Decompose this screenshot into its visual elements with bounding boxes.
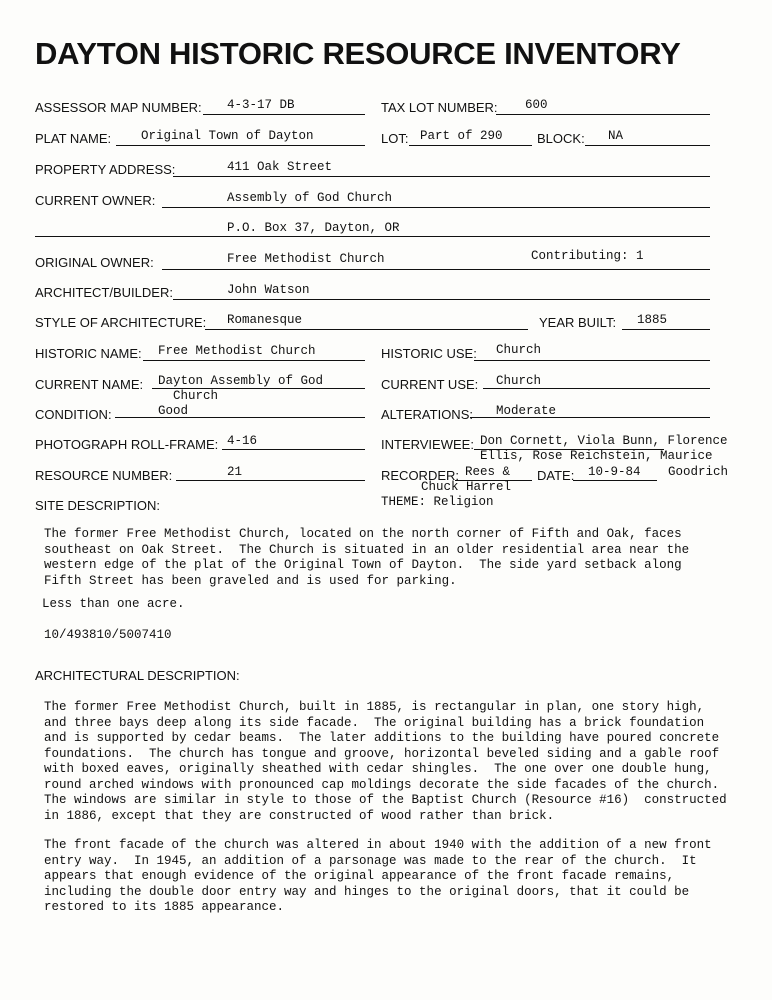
original-owner-label: ORIGINAL OWNER: — [35, 255, 154, 270]
resource-number-line — [176, 480, 365, 481]
theme-value: THEME: Religion — [381, 495, 494, 509]
condition-label: CONDITION: — [35, 407, 112, 422]
architect-builder-value: John Watson — [227, 283, 310, 297]
form-title: DAYTON HISTORIC RESOURCE INVENTORY — [35, 36, 681, 71]
photo-roll-label: PHOTOGRAPH ROLL-FRAME: — [35, 437, 219, 452]
year-built-value: 1885 — [637, 313, 668, 327]
historic-name-value: Free Methodist Church — [158, 344, 316, 358]
photo-roll-line — [222, 449, 365, 450]
architect-builder-line — [173, 299, 710, 300]
date-line — [573, 480, 657, 481]
recorder-value-2: Chuck Harrel — [421, 480, 512, 494]
current-use-label: CURRENT USE: — [381, 377, 479, 392]
site-utm: 10/493810/5007410 — [44, 628, 172, 642]
current-owner-label: CURRENT OWNER: — [35, 193, 156, 208]
site-description-paragraph: The former Free Methodist Church, located on the north corner of Fifth and Oak, faces southeast on Oak Street. The Church is situated in an older residential area near the western edge of the plat of the Original Town of Dayton. The side yard setback along Fifth Street has been graveled and is used for parking. — [44, 527, 690, 588]
alterations-label: ALTERATIONS: — [381, 407, 473, 422]
style-line — [205, 329, 528, 330]
tax-lot-label: TAX LOT NUMBER: — [381, 100, 498, 115]
site-acreage: Less than one acre. — [42, 597, 185, 611]
current-use-line — [483, 388, 710, 389]
current-owner-line-2 — [35, 236, 710, 237]
lot-line — [409, 145, 532, 146]
historic-use-line — [474, 360, 710, 361]
resource-number-label: RESOURCE NUMBER: — [35, 468, 173, 483]
contributing-value: Contributing: 1 — [531, 249, 644, 263]
alterations-value: Moderate — [496, 404, 557, 418]
current-owner-value-1: Assembly of God Church — [227, 191, 393, 205]
architectural-description-paragraph-2: The front facade of the church was altered in about 1940 with the addition of a new front entry way. In 1945, an addition of a parsonage was made to the rear of the church. It appears that enough evidence of the original appearance of the front facade remains, including the double door entry way and hinges to the original doors, that it could be restored to its 1885 appearance. — [44, 838, 712, 914]
tax-lot-value: 600 — [525, 98, 548, 112]
historic-use-label: HISTORIC USE: — [381, 346, 477, 361]
interviewee-label: INTERVIEWEE: — [381, 437, 474, 452]
architectural-description-paragraph-1: The former Free Methodist Church, built in 1885, is rectangular in plan, one story high, and three bays deep along its side facade. The original building has a brick foundation and is supported by cedar beams. The later additions to the building have poured concrete foundations. The church has tongue and groove, horizontal beveled siding and a gable roof with boxed eaves, originally sheathed with cedar shingles. The one over one double hung, round arched windows with pronounced cap moldings decorate the side facades of the church. The windows are similar in style to those of the Baptist Church (Resource #16) constructed in 1886, except that they are constructed of wood rather than brick. — [44, 700, 727, 823]
plat-name-value: Original Town of Dayton — [141, 129, 314, 143]
current-owner-value-2: P.O. Box 37, Dayton, OR — [227, 221, 400, 235]
historic-name-label: HISTORIC NAME: — [35, 346, 142, 361]
current-owner-line-1 — [162, 207, 710, 208]
property-address-value: 411 Oak Street — [227, 160, 333, 174]
property-address-line — [173, 176, 710, 177]
historic-name-line — [143, 360, 365, 361]
style-value: Romanesque — [227, 313, 303, 327]
resource-number-value: 21 — [227, 465, 243, 479]
assessor-map-line — [203, 114, 365, 115]
plat-name-label: PLAT NAME: — [35, 131, 112, 146]
current-name-label: CURRENT NAME: — [35, 377, 144, 392]
date-label: DATE: — [537, 468, 575, 483]
assessor-map-value: 4-3-17 DB — [227, 98, 295, 112]
architectural-description-label: ARCHITECTURAL DESCRIPTION: — [35, 668, 240, 683]
property-address-label: PROPERTY ADDRESS: — [35, 162, 176, 177]
block-value: NA — [608, 129, 624, 143]
year-built-label: YEAR BUILT: — [539, 315, 617, 330]
condition-value: Good — [158, 404, 189, 418]
original-owner-value: Free Methodist Church — [227, 252, 385, 266]
date-value: 10-9-84 — [588, 465, 641, 479]
plat-name-line — [116, 145, 365, 146]
current-name-value-1: Dayton Assembly of God — [158, 374, 324, 388]
style-label: STYLE OF ARCHITECTURE: — [35, 315, 207, 330]
photo-roll-value: 4-16 — [227, 434, 258, 448]
architect-builder-label: ARCHITECT/BUILDER: — [35, 285, 173, 300]
historic-use-value: Church — [496, 343, 542, 357]
condition-line — [115, 417, 365, 418]
lot-label: LOT: — [381, 131, 409, 146]
assessor-map-label: ASSESSOR MAP NUMBER: — [35, 100, 202, 115]
block-line — [585, 145, 710, 146]
site-description-label: SITE DESCRIPTION: — [35, 498, 160, 513]
current-use-value: Church — [496, 374, 542, 388]
recorder-value-1: Rees & — [465, 465, 511, 479]
year-built-line — [622, 329, 710, 330]
recorder-label: RECORDER: — [381, 468, 460, 483]
interviewee-value-1: Don Cornett, Viola Bunn, Florence — [480, 434, 728, 448]
current-name-value-2: Church — [173, 389, 219, 403]
interviewee-value-2: Ellis, Rose Reichstein, Maurice — [480, 449, 713, 463]
block-label: BLOCK: — [537, 131, 585, 146]
interviewee-value-3: Goodrich — [668, 465, 729, 479]
lot-value: Part of 290 — [420, 129, 503, 143]
original-owner-line — [162, 269, 710, 270]
tax-lot-line — [496, 114, 710, 115]
